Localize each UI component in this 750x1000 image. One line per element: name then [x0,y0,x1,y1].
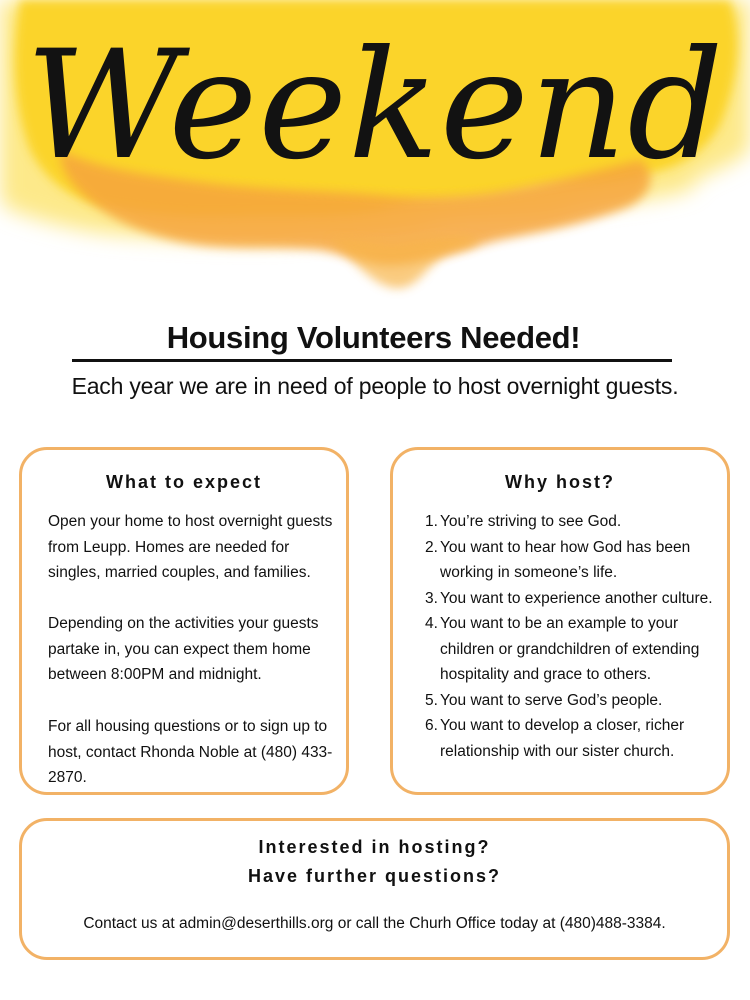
list-number: 6. [425,717,438,734]
expect-paragraph-3: For all housing questions or to sign up to host, contact Rhonda Noble at (480) 433-2870. [48,718,333,786]
list-item [425,509,725,535]
watercolor-banner [0,0,750,300]
why-host-heading: Why host? [505,472,615,492]
list-number: 1. [425,513,438,530]
interested-heading-line-1: Interested in hosting? [258,837,491,857]
why-host-card [390,447,730,795]
list-number: 4. [425,615,438,632]
interested-heading-line-2: Have further questions? [247,866,502,886]
list-number: 3. [425,589,438,607]
what-to-expect-card [19,447,349,795]
list-text: You want to develop a closer, richer relationship with our sister church. [440,717,685,760]
list-text: You want to serve God’s people. [440,691,663,709]
list-text: You want to experience another culture. [440,589,713,607]
list-item [425,535,725,586]
list-item [425,586,725,612]
list-number: 5. [425,691,438,709]
interested-card [19,818,730,960]
list-text: You want to hear how God has been working in someone’s life. [440,538,691,581]
reasons-list [425,509,725,764]
list-item [425,688,725,714]
list-number: 2. [425,538,438,556]
list-item [425,611,725,688]
weekend-title: Weekend [25,19,725,193]
interested-heading [22,833,727,891]
contact-text: Contact us at admin@deserthills.org or call the Churh Office today at (480)488-3384. [83,915,666,932]
list-item [425,713,725,764]
expect-paragraph-2: Depending on the activities your guests partake in, you can expect them home between 8:00PM and midnight. [48,615,319,683]
expect-paragraph-1: Open your home to host overnight guests from Leupp. Homes are needed for singles, married couples, and families. [48,513,333,581]
list-text: You’re striving to see God. [440,513,622,530]
page-headline: Housing Volunteers Needed! [166,320,581,355]
list-text: You want to be an example to your children or grandchildren of extending hospitality and grace to others. [440,615,700,683]
headline-divider [72,359,672,362]
page-subhead: Each year we are in need of people to host overnight guests. [71,373,679,399]
what-to-expect-heading: What to expect [105,472,262,492]
